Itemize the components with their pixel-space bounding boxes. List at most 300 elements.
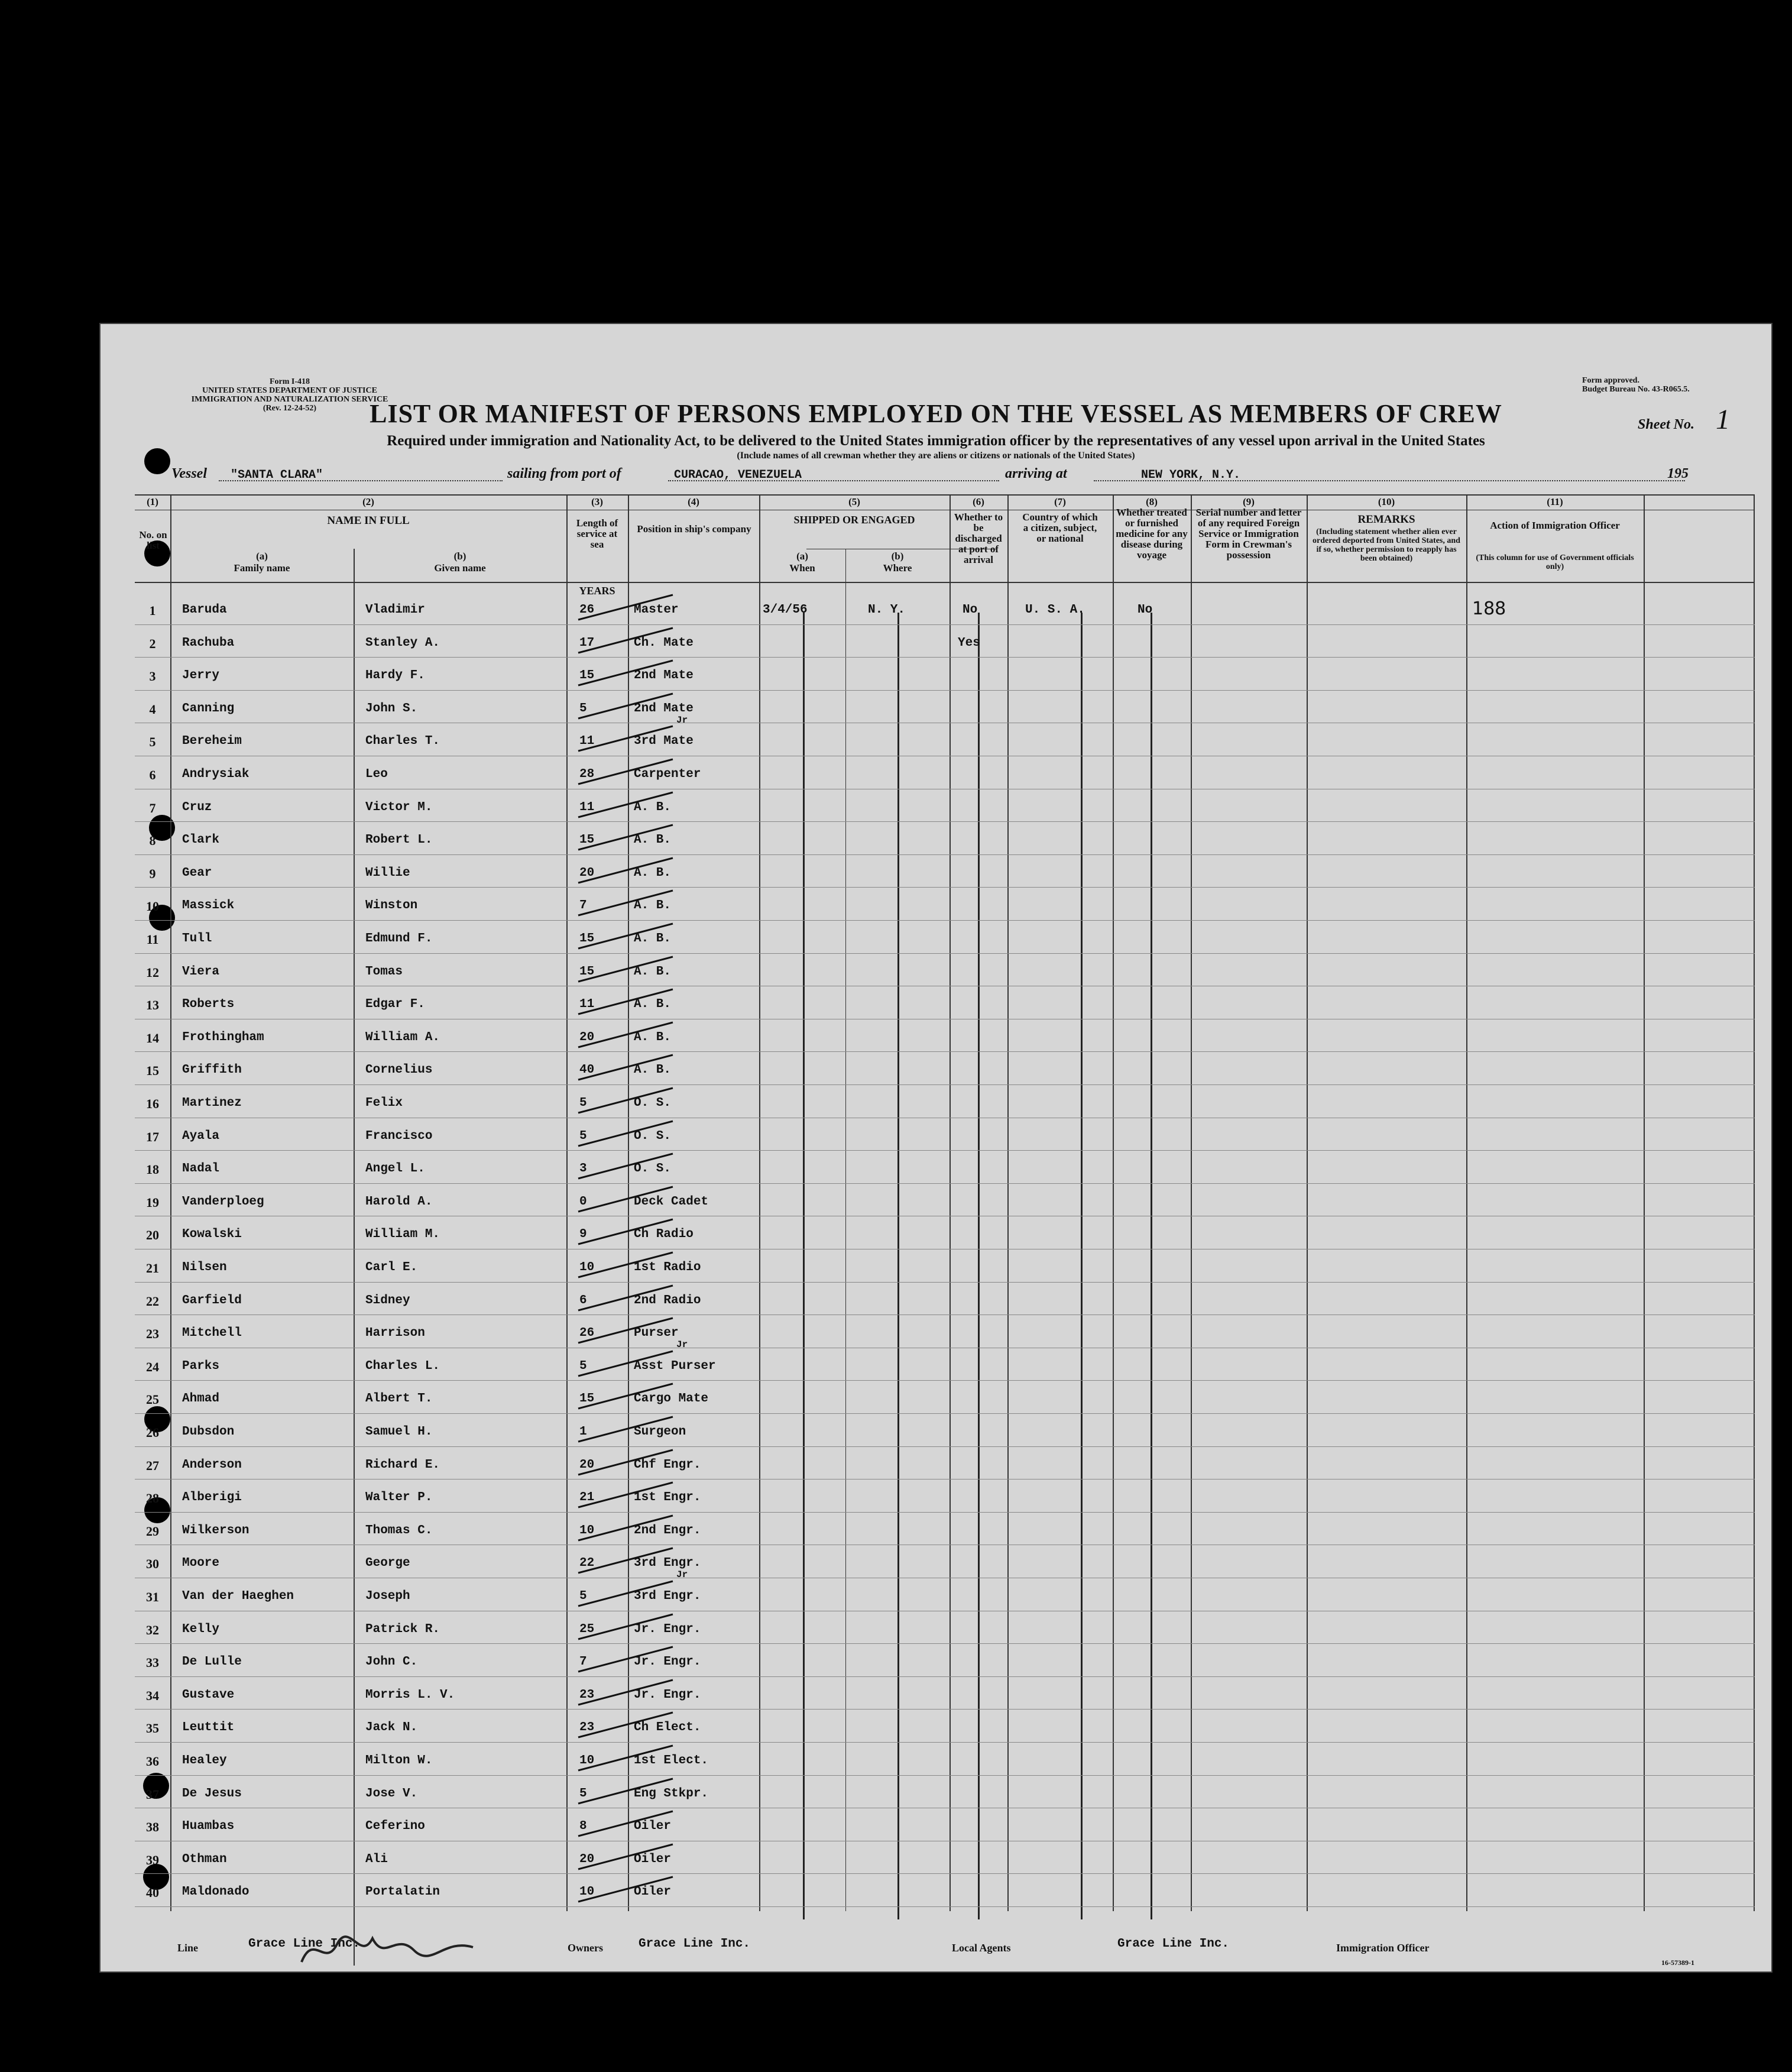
given-name: Francisco: [365, 1129, 433, 1143]
col11-header: Action of Immigration Officer: [1490, 520, 1620, 531]
row-number: 28: [146, 1491, 159, 1506]
family-name: Dubsdon: [182, 1425, 235, 1439]
check-mark: [572, 886, 679, 921]
years-at-sea: 10: [579, 1523, 595, 1537]
check-mark: [572, 1018, 679, 1053]
row-number: 3: [149, 669, 156, 684]
row-number: 20: [146, 1228, 159, 1243]
check-mark: [572, 689, 679, 724]
position: Cargo Mate: [634, 1392, 709, 1406]
sheet-number: [1638, 403, 1730, 436]
years-at-sea: 5: [579, 701, 587, 716]
position: O. S.: [634, 1129, 672, 1143]
row-number: 14: [146, 1030, 159, 1045]
position: A. B.: [634, 1063, 672, 1077]
years-at-sea: 5: [579, 1359, 587, 1373]
row-number: 33: [146, 1655, 159, 1670]
years-at-sea: 11: [579, 800, 595, 814]
position: 2nd Mate: [634, 701, 694, 716]
position: A. B.: [634, 998, 672, 1012]
years-at-sea: 7: [579, 1655, 587, 1669]
given-name: Joseph: [365, 1589, 410, 1603]
family-name: Anderson: [182, 1458, 242, 1472]
given-name: Edmund F.: [365, 932, 433, 946]
col5-header: SHIPPED OR ENGAGED: [793, 514, 915, 526]
given-name: Jose V.: [365, 1786, 418, 1801]
position: A. B.: [634, 833, 672, 847]
given-name: Tomas: [365, 964, 403, 979]
row-number: 36: [146, 1754, 159, 1769]
check-mark: [572, 1675, 679, 1711]
row-number: 5: [149, 734, 156, 750]
check-mark: [572, 1478, 679, 1513]
col6-header: Whether to be discharged at port of arrival: [954, 511, 1003, 565]
position: Chf Engr.: [634, 1458, 701, 1472]
given-name: Carl E.: [365, 1261, 418, 1274]
years-at-sea: 10: [579, 1754, 595, 1767]
years-at-sea: 15: [579, 833, 595, 847]
row-number: 40: [146, 1885, 159, 1901]
check-mark: [572, 1610, 679, 1645]
col4-number: (4): [688, 496, 699, 507]
check-mark: [572, 1215, 679, 1250]
row-number: 30: [146, 1556, 159, 1572]
years-at-sea: 5: [579, 1129, 587, 1143]
family-name: Gustave: [182, 1688, 235, 1702]
family-name: Alberigi: [182, 1491, 242, 1505]
family-name: De Lulle: [182, 1655, 242, 1669]
check-mark: [572, 656, 679, 691]
position: 1st Engr.: [634, 1491, 701, 1505]
given-name: Hardy F.: [365, 669, 425, 683]
years-at-sea: 28: [579, 768, 595, 781]
family-name: Kowalski: [182, 1228, 242, 1242]
col10-number: (10): [1378, 496, 1395, 507]
arriving-label: arriving at: [1005, 466, 1067, 481]
col2-header: NAME IN FULL: [327, 514, 410, 527]
check-mark: [572, 1412, 679, 1448]
check-mark: [572, 1313, 679, 1349]
col9-header: Serial number and letter of any required Foreign Service or Immigration Form in Crewman's possession: [1195, 507, 1302, 561]
col10-note: (Including statement whether alien ever ordered deported from United States, and if so, whether permission to reapply has been obtained): [1313, 527, 1460, 563]
position: A. B.: [634, 932, 672, 946]
col2a-number: (a): [256, 551, 268, 562]
years-at-sea: 23: [579, 1688, 595, 1702]
years-at-sea: 9: [579, 1228, 587, 1242]
given-name: Samuel H.: [365, 1425, 433, 1439]
position: Oiler: [634, 1820, 672, 1834]
family-name: Canning: [182, 701, 235, 716]
family-name: Maldonado: [182, 1885, 249, 1899]
row-number: 17: [146, 1129, 159, 1144]
given-name: Walter P.: [365, 1491, 433, 1505]
given-name: Portalatin: [365, 1885, 440, 1899]
years-at-sea: 8: [579, 1820, 587, 1834]
col9-number: (9): [1243, 496, 1255, 507]
check-mark: [572, 1182, 679, 1218]
years-at-sea: 40: [579, 1063, 595, 1077]
row-number: 7: [149, 800, 156, 815]
row-number: 37: [146, 1786, 159, 1802]
col11-note: (This column for use of Government officials only): [1476, 553, 1634, 571]
row-number: 4: [149, 701, 156, 717]
row-number: 31: [146, 1589, 159, 1604]
col2b-number: (b): [453, 551, 466, 562]
position: Surgeon: [634, 1425, 686, 1439]
check-mark: [572, 952, 679, 988]
col2b-header: Given name: [434, 562, 486, 574]
given-name: John C.: [365, 1655, 418, 1669]
given-name: Thomas C.: [365, 1523, 433, 1537]
years-at-sea: 11: [579, 734, 595, 749]
shipped-where: N. Y.: [868, 603, 906, 617]
footer-line-value: Grace Line Inc.: [248, 1937, 361, 1951]
treated-value: No: [1138, 603, 1153, 617]
row-number: 16: [146, 1096, 159, 1111]
family-name: Massick: [182, 899, 235, 913]
department-name: UNITED STATES DEPARTMENT OF JUSTICE: [202, 386, 377, 395]
years-at-sea: 20: [579, 866, 595, 880]
position: A. B.: [634, 964, 672, 979]
years-at-sea: 22: [579, 1556, 595, 1571]
col5b-header: Where: [883, 562, 912, 574]
position: Eng Stkpr.: [634, 1786, 709, 1801]
position: Asst Purser: [634, 1359, 716, 1373]
given-name: Vladimir: [365, 603, 425, 617]
family-name: De Jesus: [182, 1786, 242, 1801]
given-name: Jack N.: [365, 1721, 418, 1735]
col1-header: No. on list: [139, 529, 167, 551]
family-name: Parks: [182, 1359, 220, 1373]
officer-note: 188: [1472, 598, 1506, 619]
years-at-sea: 26: [579, 603, 595, 617]
col3-number: (3): [591, 496, 603, 507]
given-name: Charles T.: [365, 734, 440, 749]
col5b-number: (b): [891, 551, 904, 562]
years-at-sea: 20: [579, 1030, 595, 1044]
check-mark: [572, 1346, 679, 1382]
position: Ch. Mate: [634, 636, 694, 650]
col2a-header: Family name: [234, 562, 290, 574]
position: 2nd Radio: [634, 1293, 701, 1307]
row-number: 25: [146, 1392, 159, 1407]
row-number: 15: [146, 1063, 159, 1079]
col2-number: (2): [362, 496, 374, 507]
check-mark: [572, 1806, 679, 1842]
given-name: Ceferino: [365, 1820, 425, 1834]
given-name: Willie: [365, 866, 410, 880]
col1-number: (1): [147, 496, 158, 507]
discharged-value: No: [963, 603, 978, 617]
check-mark: [572, 1149, 679, 1184]
family-name: Healey: [182, 1754, 227, 1767]
check-mark: [572, 1116, 679, 1152]
family-name: Gear: [182, 866, 212, 880]
years-at-sea: 25: [579, 1622, 595, 1636]
family-name: Othman: [182, 1852, 227, 1866]
position: Ch Elect.: [634, 1721, 701, 1735]
check-mark: [572, 1445, 679, 1481]
family-name: Rachuba: [182, 636, 235, 650]
family-name: Moore: [182, 1556, 220, 1571]
position-note: Jr: [676, 1339, 688, 1351]
check-mark: [572, 1511, 679, 1546]
position: A. B.: [634, 866, 672, 880]
years-at-sea: 3: [579, 1162, 587, 1176]
col10-header: REMARKS: [1357, 513, 1415, 526]
approval-line: Form approved.: [1582, 376, 1639, 385]
discharged-row2: Yes: [958, 636, 980, 650]
manifest-sheet: [99, 323, 1772, 1973]
check-mark: [572, 1248, 679, 1283]
footer-agents-label: Local Agents: [952, 1942, 1011, 1954]
given-name: Leo: [365, 768, 388, 781]
row-number: 38: [146, 1820, 159, 1835]
years-at-sea: 23: [579, 1721, 595, 1735]
form-approval: [1582, 376, 1748, 394]
row-number: 22: [146, 1293, 159, 1309]
check-mark: [572, 1840, 679, 1875]
given-name: William A.: [365, 1030, 440, 1044]
family-name: Andrysiak: [182, 768, 249, 781]
position: 1st Elect.: [634, 1754, 709, 1767]
row-number: 9: [149, 866, 156, 881]
family-name: Baruda: [182, 603, 227, 617]
given-name: Cornelius: [365, 1063, 433, 1077]
years-at-sea: 15: [579, 669, 595, 683]
given-name: Ali: [365, 1852, 388, 1866]
col7-header: Country of which a citizen, subject, or national: [1022, 511, 1098, 544]
years-at-sea: 7: [579, 899, 587, 913]
vessel-name: "SANTA CLARA": [231, 468, 323, 482]
row-number: 13: [146, 998, 159, 1013]
family-name: Wilkerson: [182, 1523, 249, 1537]
family-name: Martinez: [182, 1096, 242, 1110]
years-at-sea: 1: [579, 1425, 587, 1439]
subtitle-note: (Include names of all crewman whether they are aliens or citizens or nationals of the United States): [737, 451, 1135, 461]
position: Jr. Engr.: [634, 1655, 701, 1669]
given-name: Angel L.: [365, 1162, 425, 1176]
check-mark: [572, 788, 679, 823]
position-note: Jr: [676, 714, 688, 726]
col7-number: (7): [1054, 496, 1066, 507]
row-number: 6: [149, 768, 156, 782]
position: Ch Radio: [634, 1228, 694, 1242]
family-name: Jerry: [182, 669, 220, 683]
row-number: 1: [149, 603, 156, 618]
given-name: Harrison: [365, 1326, 425, 1341]
position: 3rd Engr.: [634, 1556, 701, 1571]
col3-header: Length of service at sea: [576, 517, 618, 550]
family-name: Van der Haeghen: [182, 1589, 294, 1603]
position: Deck Cadet: [634, 1194, 709, 1209]
position: 2nd Mate: [634, 669, 694, 683]
row-number: 26: [146, 1425, 159, 1440]
footer-owners-label: Owners: [568, 1942, 603, 1954]
footer-agents-value: Grace Line Inc.: [1117, 1937, 1230, 1951]
given-name: George: [365, 1556, 410, 1571]
position: A. B.: [634, 1030, 672, 1044]
row-number: 39: [146, 1852, 159, 1867]
position: Oiler: [634, 1852, 672, 1866]
family-name: Leuttit: [182, 1721, 235, 1735]
position-note: Jr: [676, 1569, 688, 1581]
family-name: Ayala: [182, 1129, 220, 1143]
given-name: John S.: [365, 701, 418, 716]
row-number: 35: [146, 1721, 159, 1736]
position: Oiler: [634, 1885, 672, 1899]
vessel-label: Vessel: [171, 466, 207, 481]
family-name: Ahmad: [182, 1392, 220, 1406]
print-code: 16-57389-1: [1661, 1958, 1694, 1967]
subtitle: Required under immigration and Nationality Act, to be delivered to the United States immigration officer by the representatives of any vessel upon arrival in the United States: [387, 433, 1485, 449]
family-name: Roberts: [182, 998, 235, 1012]
given-name: William M.: [365, 1228, 440, 1242]
check-mark: [572, 1379, 679, 1414]
sailing-port: CURACAO, VENEZUELA: [674, 468, 802, 482]
years-at-sea: 20: [579, 1852, 595, 1866]
position: 3rd Mate: [634, 734, 694, 749]
family-name: Frothingham: [182, 1030, 264, 1044]
sheet-number-value: 1: [1716, 404, 1730, 435]
budget-bureau-line: Budget Bureau No. 43-R065.5.: [1582, 385, 1690, 394]
row-number: 12: [146, 964, 159, 980]
check-mark: [572, 919, 679, 954]
position: 3rd Engr.: [634, 1589, 701, 1603]
position: Jr. Engr.: [634, 1688, 701, 1702]
row-number: 11: [146, 932, 159, 947]
vessel-line: [171, 466, 1720, 487]
position: O. S.: [634, 1096, 672, 1110]
family-name: Garfield: [182, 1293, 242, 1307]
check-mark: [572, 985, 679, 1020]
position: Purser: [634, 1326, 679, 1341]
years-at-sea: 11: [579, 998, 595, 1012]
row-number: 2: [149, 636, 156, 651]
row-number: 19: [146, 1194, 159, 1210]
crew-table: [135, 494, 1755, 1911]
years-at-sea: 5: [579, 1589, 587, 1603]
check-mark: [572, 820, 679, 856]
form-revision: (Rev. 12-24-52): [263, 404, 317, 413]
footer-officer-label: Immigration Officer: [1336, 1942, 1430, 1954]
family-name: Cruz: [182, 800, 212, 814]
check-mark: [572, 1774, 679, 1809]
years-at-sea: 15: [579, 1392, 595, 1406]
check-mark: [572, 1872, 679, 1908]
family-name: Nilsen: [182, 1261, 227, 1274]
footer-line-label: Line: [177, 1942, 199, 1954]
given-name: Robert L.: [365, 833, 433, 847]
check-mark: [572, 1083, 679, 1119]
given-name: Albert T.: [365, 1392, 433, 1406]
family-name: Huambas: [182, 1820, 235, 1834]
sheet-label: Sheet No.: [1638, 417, 1694, 432]
years-at-sea: 6: [579, 1293, 587, 1307]
check-mark: [572, 1708, 679, 1743]
given-name: Sidney: [365, 1293, 410, 1307]
family-name: Clark: [182, 833, 220, 847]
years-at-sea: 15: [579, 964, 595, 979]
check-mark: [572, 853, 679, 889]
col5a-number: (a): [796, 551, 808, 562]
years-at-sea: 5: [579, 1786, 587, 1801]
row-number: 10: [146, 899, 159, 914]
col8-header: Whether treated or furnished medicine for any disease during voyage: [1116, 507, 1188, 561]
service-name: IMMIGRATION AND NATURALIZATION SERVICE: [191, 395, 388, 404]
check-mark: [572, 1543, 679, 1579]
row-number: 8: [149, 833, 156, 849]
row-number: 32: [146, 1622, 159, 1637]
family-name: Griffith: [182, 1063, 242, 1077]
col6-number: (6): [973, 496, 984, 507]
footer-owners-value: Grace Line Inc.: [639, 1937, 751, 1951]
given-name: Morris L. V.: [365, 1688, 455, 1702]
family-name: Mitchell: [182, 1326, 242, 1341]
family-name: Bereheim: [182, 734, 242, 749]
sailing-label: sailing from port of: [507, 466, 621, 481]
years-at-sea: 17: [579, 636, 595, 650]
row-number: 23: [146, 1326, 159, 1342]
col8-number: (8): [1146, 496, 1158, 507]
signature: [296, 1927, 497, 1974]
given-name: Victor M.: [365, 800, 433, 814]
family-name: Kelly: [182, 1622, 220, 1636]
year-suffix: 195: [1667, 466, 1689, 481]
family-name: Vanderploeg: [182, 1194, 264, 1209]
country-value: U. S. A.: [1025, 603, 1085, 617]
row-number: 29: [146, 1523, 159, 1539]
years-at-sea: 10: [579, 1885, 595, 1899]
years-label: YEARS: [579, 585, 615, 597]
given-name: Stanley A.: [365, 636, 440, 650]
years-at-sea: 20: [579, 1458, 595, 1472]
check-mark: [572, 1576, 679, 1612]
position: O. S.: [634, 1162, 672, 1176]
check-mark: [572, 1050, 679, 1086]
check-mark: [572, 1741, 679, 1776]
family-name: Viera: [182, 964, 220, 979]
given-name: Patrick R.: [365, 1622, 440, 1636]
check-mark: [572, 721, 679, 757]
given-name: Winston: [365, 899, 418, 913]
position: Carpenter: [634, 768, 701, 781]
check-mark: [572, 1281, 679, 1316]
years-at-sea: 0: [579, 1194, 587, 1209]
col5-number: (5): [848, 496, 860, 507]
row-number: 24: [146, 1359, 159, 1374]
family-name: Nadal: [182, 1162, 220, 1176]
position: Jr. Engr.: [634, 1622, 701, 1636]
family-name: Tull: [182, 932, 212, 946]
col11-number: (11): [1547, 496, 1563, 507]
arriving-port: NEW YORK, N.Y.: [1141, 468, 1241, 482]
years-at-sea: 26: [579, 1326, 595, 1341]
shipped-when: 3/4/56: [763, 603, 808, 617]
given-name: Milton W.: [365, 1754, 433, 1767]
page-title: LIST OR MANIFEST OF PERSONS EMPLOYED ON THE VESSEL AS MEMBERS OF CREW: [370, 399, 1502, 428]
row-number: 21: [146, 1261, 159, 1275]
given-name: Richard E.: [365, 1458, 440, 1472]
given-name: Felix: [365, 1096, 403, 1110]
row-number: 27: [146, 1458, 159, 1473]
check-mark: [572, 623, 679, 659]
years-at-sea: 21: [579, 1491, 595, 1505]
col5a-header: When: [789, 562, 815, 574]
given-name: Edgar F.: [365, 998, 425, 1012]
years-at-sea: 10: [579, 1261, 595, 1274]
years-at-sea: 15: [579, 932, 595, 946]
